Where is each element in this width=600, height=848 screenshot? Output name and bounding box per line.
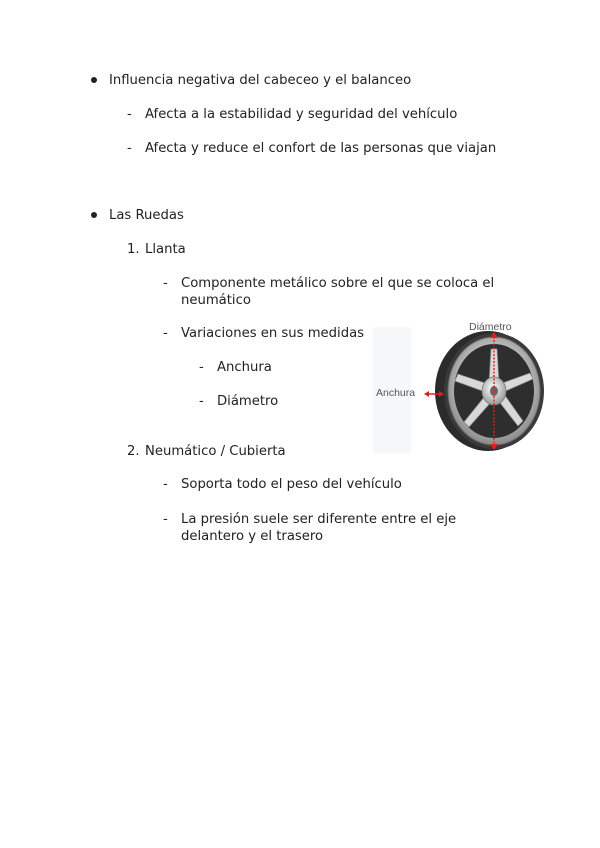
bullet-icon bbox=[91, 77, 97, 83]
list-item: Variaciones en sus medidas bbox=[181, 326, 365, 341]
list-item: Afecta y reduce el confort de las personas que viajan bbox=[145, 141, 497, 156]
dash-icon: - bbox=[163, 276, 168, 291]
list-number: 1. bbox=[127, 242, 140, 257]
dash-icon: - bbox=[199, 360, 204, 375]
list-item: Soporta todo el peso del vehículo bbox=[181, 477, 402, 492]
dash-icon: - bbox=[199, 394, 204, 409]
list-number: 2. bbox=[127, 444, 140, 459]
dash-icon: - bbox=[163, 326, 168, 341]
list-item-continuation: neumático bbox=[181, 293, 251, 308]
subsection-title-llanta: Llanta bbox=[145, 242, 186, 257]
dash-icon: - bbox=[163, 512, 168, 527]
dash-icon: - bbox=[163, 477, 168, 492]
subsection-title-neumatico: Neumático / Cubierta bbox=[145, 444, 286, 459]
label-anchura: Anchura bbox=[376, 387, 416, 399]
dash-icon: - bbox=[127, 107, 132, 122]
dash-icon: - bbox=[127, 141, 132, 156]
section-heading-influencia: Influencia negativa del cabeceo y el balanceo bbox=[109, 73, 412, 88]
wheel-figure bbox=[373, 321, 545, 455]
list-item: Componente metálico sobre el que se coloca el bbox=[181, 276, 495, 291]
list-item: Afecta a la estabilidad y seguridad del vehículo bbox=[145, 107, 458, 122]
list-item: Diámetro bbox=[217, 394, 279, 409]
section-heading-ruedas: Las Ruedas bbox=[109, 208, 184, 223]
label-diametro: Diámetro bbox=[469, 321, 512, 333]
list-item-continuation: delantero y el trasero bbox=[181, 529, 324, 544]
list-item: Anchura bbox=[217, 360, 272, 375]
list-item: La presión suele ser diferente entre el eje bbox=[181, 512, 457, 527]
bullet-icon bbox=[91, 212, 97, 218]
